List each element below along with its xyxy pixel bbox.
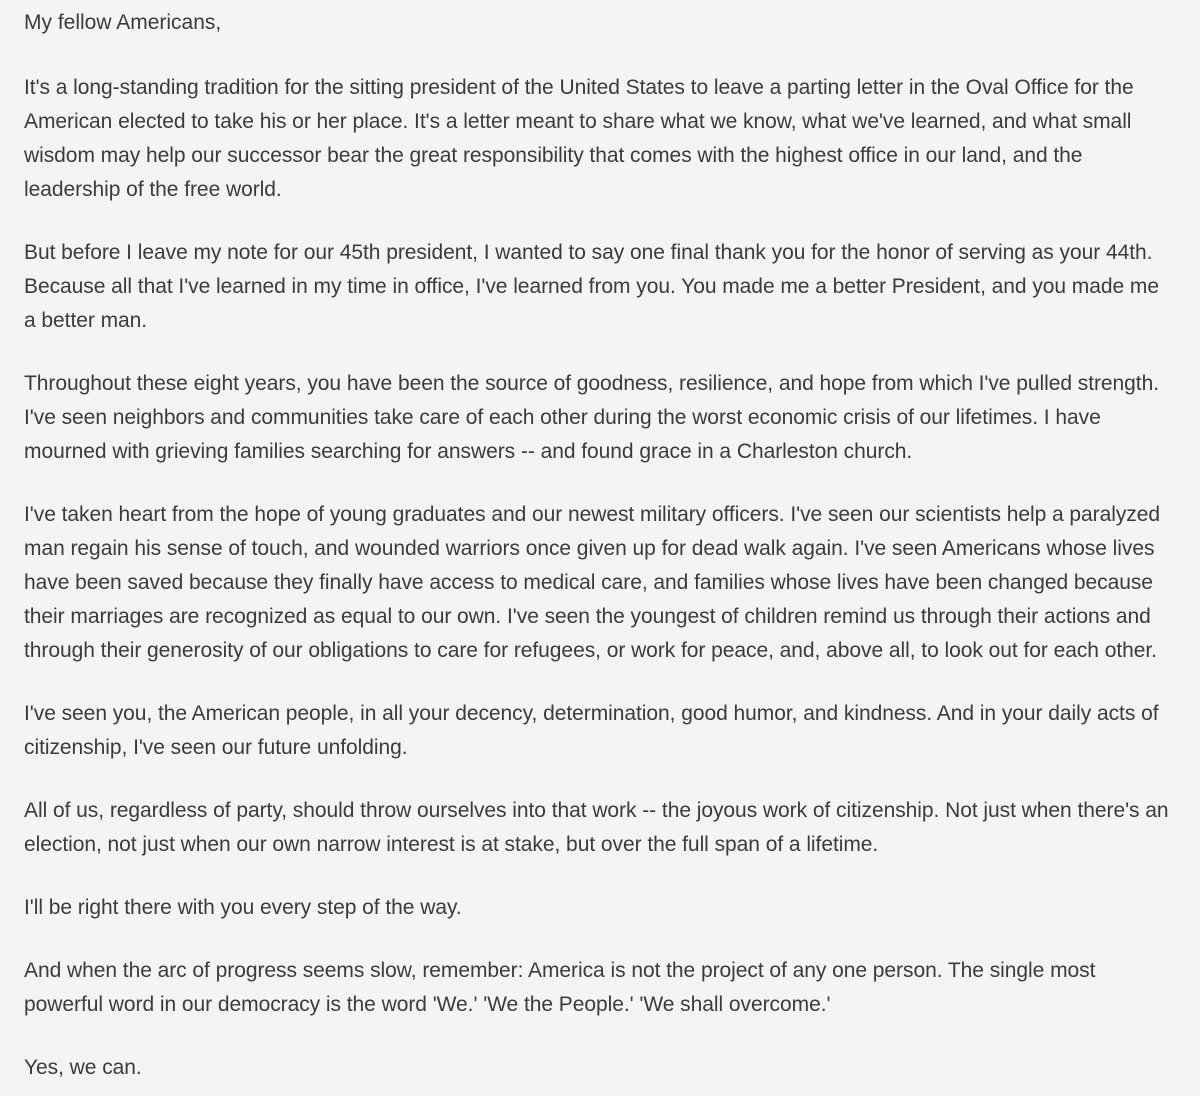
letter-paragraph-thank-you: But before I leave my note for our 45th president, I wanted to say one final thank you for the honor of serving as your 44th. Because all that I've learned in my time in office, I've learned from you. You made me a better President, and you made me a better man. <box>24 241 1159 332</box>
letter-paragraph-eight-years: Throughout these eight years, you have been the source of goodness, resilience, and hope from which I've pulled strength. I've seen neighbors and communities take care of each other during the worst economic crisis of our lifetimes. I have mourned with grieving families searching for answers -- and found grace in a Charleston church. <box>24 372 1160 463</box>
letter-paragraph-tradition: It's a long-standing tradition for the sitting president of the United States to leave a parting letter in the Oval Office for the American elected to take his or her place. It's a letter meant to share what we know, what we've learned, and what small wisdom may help our successor bear the great responsibility that comes with the highest office in our land, and the leadership of the free world. <box>24 76 1134 201</box>
letter-paragraph-citizenship: All of us, regardless of party, should throw ourselves into that work -- the joyous work of citizenship. Not just when there's an election, not just when our own narrow interest is at stake, but over the full span of a lifetime. <box>24 799 1169 856</box>
letter-paragraph-american-people: I've seen you, the American people, in all your decency, determination, good humor, and kindness. And in your daily acts of citizenship, I've seen our future unfolding. <box>24 702 1159 759</box>
letter-greeting: My fellow Americans, <box>24 11 222 34</box>
letter-paragraph-hope: I've taken heart from the hope of young graduates and our newest military officers. I've seen our scientists help a paralyzed man regain his sense of touch, and wounded warriors once given up for dead walk again. I've seen Americans whose lives have been saved because they finally have access to medical care, and families whose lives have been changed because their marriages are recognized as equal to our own. I've seen the youngest of children remind us through their actions and through their generosity of our obligations to care for refugees, or work for peace, and, above all, to look out for each other. <box>24 503 1161 662</box>
letter-paragraph-progress: And when the arc of progress seems slow, remember: America is not the project of any one person. The single most powerful word in our democracy is the word 'We.' 'We the People.' 'We shall overcome.' <box>24 959 1096 1016</box>
letter-closing: Yes, we can. <box>24 1056 142 1079</box>
letter-paragraph-every-step: I'll be right there with you every step of the way. <box>24 896 462 919</box>
